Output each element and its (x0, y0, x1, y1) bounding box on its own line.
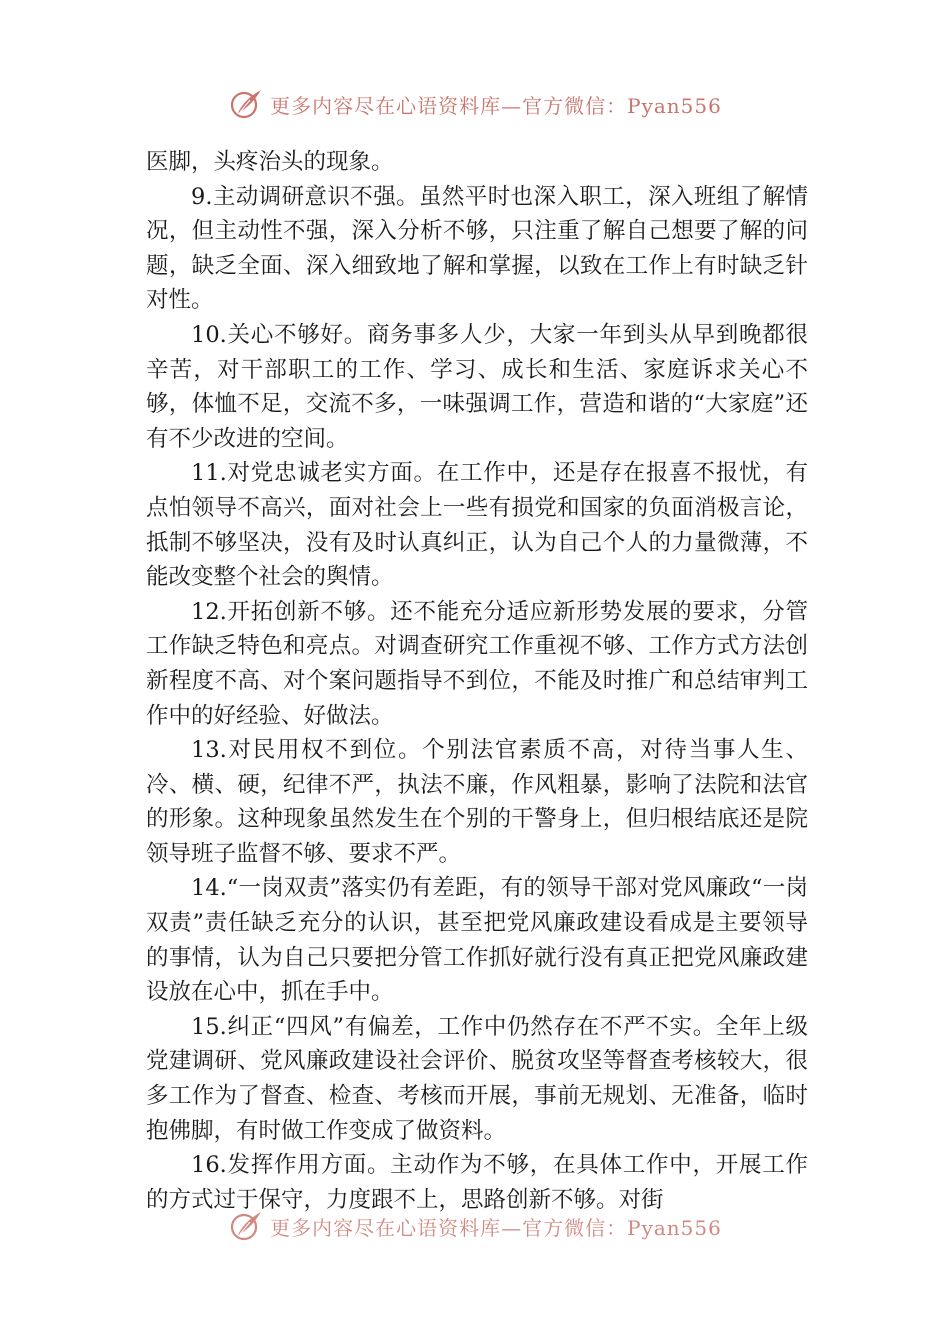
footer-watermark (0, 1206, 950, 1246)
document-body (146, 145, 808, 1217)
paragraph: 13.对民用权不到位。个别法官素质不高，对待当事人生、冷、横、硬，纪律不严，执法不廉，作风粗暴，影响了法院和法官的形象。这种现象虽然发生在个别的干警身上，但归根结底还是院领导班子监督不够、要求不严。 (146, 737, 808, 867)
watermark-text: 更多内容尽在心语资料库—官方微信：Pyan556 (270, 93, 722, 118)
watermark-text: 更多内容尽在心语资料库—官方微信：Pyan556 (270, 1215, 722, 1240)
feather-quill-logo-icon (228, 86, 264, 122)
paragraph: 12.开拓创新不够。还不能充分适应新形势发展的要求，分管工作缺乏特色和亮点。对调查研究工作重视不够、工作方式方法创新程度不高、对个案问题指导不到位，不能及时推广和总结审判工作中的好经验、好做法。 (146, 598, 808, 729)
paragraph: 10.关心不够好。商务事多人少，大家一年到头从早到晚都很辛苦，对干部职工的工作、学习、成长和生活、家庭诉求关心不够，体恤不足，交流不多，一味强调工作，营造和谐的“大家庭”还有不少改进的空间。 (146, 321, 808, 452)
header-watermark (0, 84, 950, 124)
paragraph: 15.纠正“四风”有偏差，工作中仍然存在不严不实。全年上级党建调研、党风廉政建设社会评价、脱贫攻坚等督查考核较大，很多工作为了督查、检查、考核而开展，事前无规划、无准备，临时抱佛脚，有时做工作变成了做资料。 (146, 1013, 808, 1144)
paragraph: 9.主动调研意识不强。虽然平时也深入职工，深入班组了解情况，但主动性不强，深入分析不够，只注重了解自己想要了解的问题，缺乏全面、深入细致地了解和掌握，以致在工作上有时缺乏针对性。 (146, 183, 808, 314)
paragraph: 医脚，头疼治头的现象。 (146, 149, 394, 175)
paragraph: 16.发挥作用方面。主动作为不够，在具体工作中，开展工作的方式过于保守，力度跟不上，思路创新不够。对街 (146, 1152, 808, 1213)
paragraph: 11.对党忠诚老实方面。在工作中，还是存在报喜不报忧，有点怕领导不高兴，面对社会上一些有损党和国家的负面消极言论，抵制不够坚决，没有及时认真纠正，认为自己个人的力量微薄，不能改变整个社会的舆情。 (146, 460, 808, 591)
feather-quill-logo-icon (228, 1208, 264, 1244)
paragraph: 14.“一岗双责”落实仍有差距，有的领导干部对党风廉政“一岗双责”责任缺乏充分的认识，甚至把党风廉政建设看成是主要领导的事情，认为自己只要把分管工作抓好就行没有真正把党风廉政建设放在心中，抓在手中。 (146, 875, 808, 1006)
